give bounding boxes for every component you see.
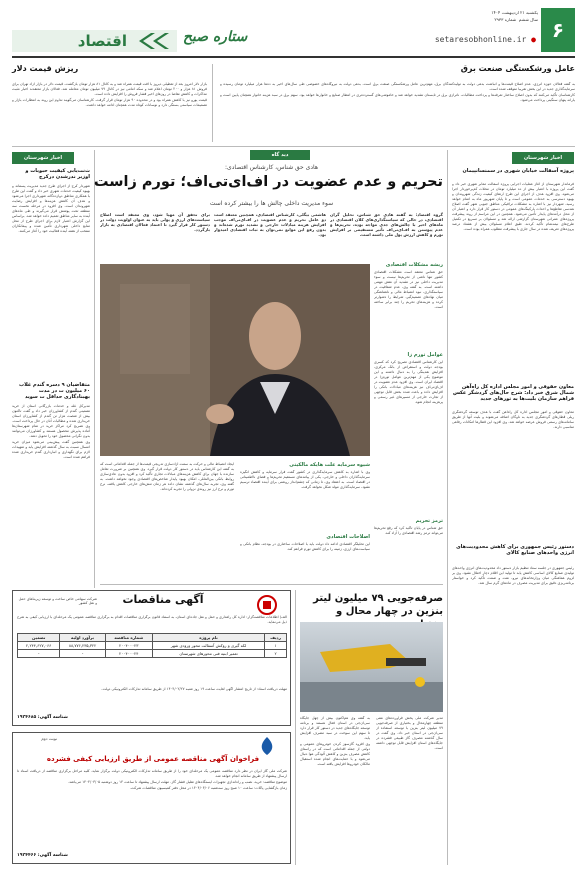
left-body-1: شهردار کرج از اجرای طرح جدید مدیریت پسماند و بهبود کیفیت خدمات شهری خبر داد و گفت این طرح با همکاری مناطق دوازده‌گانه شهرداری اجرا می‌شود و هدف آن کاهش هزینه‌ها و افزایش رضایت شهروندان است. وی افزود در مرحله نخست سه منطقه تحت پوشش قرار می‌گیرند و طی ماه‌های آینده به سایر مناطق تعمیم داده خواهد شد. براساس این گزارش اعتبار لازم برای اجرای طرح از محل منابع داخلی شهرداری تأمین شده و پیمانکاران منتخب از هفته آینده فعالیت خود را آغاز می‌کنند. [12,184,90,233]
table-cell: ۲ [265,650,287,658]
ministry-logo-icon [249,594,285,616]
table-cell: - [60,650,105,658]
gas-company-logo-icon [249,735,285,757]
right-headline-3: دستور رئیس جمهوری برای کاهش محدودیت‌های انرژی واحدهای صنایع کالای [456,544,574,556]
right-body-2: معاون حقوقی و امور مجلس اداره کل راه‌آهن گفت با هدف توسعه گردشگری ریلی قطارهای گردشگری جدید به ناوگان اضافه می‌شوند و بلیت آنها از طریق سامانه‌های رسمی فروش عرضه خواهد شد. وی افزود این قطارها امکانات رفاهی مناسبی دارند. [452,410,574,429]
tender-th-guarantee: تضمین [18,634,60,642]
gas-ad-id: شناسه آگهی: ۱۹۲۴۴۶۶ [17,853,68,858]
tender-th-estimate: برآورد اولیه [60,634,105,642]
feature-lead-mid: هاشمی بیگلی، کارشناس اقتصادی، همچنین معتقد است دو عامل تحریم و عدم عضویت در اف‌ای‌تی‌اف موجب افزایش هزینه مبادلات خارجی و تشدید تورم شده‌اند و بدون رفع این موانع نمی‌توان به ثبات اقتصادی امیدوار بود. [214,212,326,237]
article-body-3: حق شناس در پایان تأکید کرد که رفع تحریم‌ها می‌تواند ترمز رشد اقتصادی را آزاد کند. [374,526,443,535]
tender-th-number: شماره مناقصه [105,634,152,642]
article-subhead-5: اصلاحات اقتصادی [326,534,370,540]
feature-photo [100,264,370,456]
gas-body-2-p1: به گفته وی هم‌اکنون بیش از چهل جایگاه سی‌ان‌جی در استان فعال هستند و برنامه توسعه جایگاه‌های جدید در دستور کار قرار دارد تا سهم این سوخت در سبد مصرف افزایش یابد. [300,716,370,740]
article-subhead-2: عوامل تورم زا [407,352,443,358]
right-headline-1: پروژه آسفالت خیابان شهری در سمنسانپیمان [462,168,574,174]
feature-lead-left: برای تحقق آن مهیا شود، وی معتقد است اصلاح سیاست‌های ارزی و پولی باید به عنوان اولویت دولت در دستور کار قرار گیرد تا اعتماد فعالان اقتصادی به بازار بازگردد. [100,212,210,232]
table-row [18,650,287,658]
header-rule [12,56,575,58]
column-divider [295,590,296,865]
left-box-title: اخبار شهرستان [12,152,74,164]
gas-body-2 [300,716,370,864]
top-left-p2: قیمت یورو نیز با کاهش همراه بود و در محدوده ۹۰ هزار تومان قرار گرفت. کارشناسان می‌گویند تداوم این روند به انتظارات بازار و تصمیمات سیاستی بستگی دارد و نوسانات کوتاه مدت همچنان ادامه خواهد داشت. [12,98,207,107]
tender-ad-id: شناسه آگهی: ۱۹۲۴۶۸۵ [17,715,68,720]
table-cell: ۸۸,۷۷۶,۲۳۵,۳۲۲ [60,642,105,650]
right-box-title: اخبار شهرستان [512,152,574,164]
feature-headline: تحریم و عدم عضویت در اف‌ای‌تی‌اف؛ تورم زاست [93,174,443,190]
tender-ad-note: مهلت دریافت اسناد: از تاریخ انتشار آگهی لغایت ساعت ۱۹ روز شنبه ۱۴۰۴/۰۲/۲۷ از طریق سامانه تدارکات الکترونیکی دولت. [101,687,287,691]
tender-th-project: نام پروژه [152,634,264,642]
tender-th-row: ردیف [265,634,287,642]
gas-headline: صرفه‌جویی ۷۹ میلیون لیتر بنزین در چهار محال و [313,593,443,617]
article-body-5: این تحلیلگر اقتصادی ادامه داد دولت باید با اصلاحات ساختاری در بودجه، نظام بانکی و سیاست‌های ارزی، زمینه را برای کاهش تورم فراهم کند. [240,542,370,551]
issue-line: سال ششم ‌ شماره ۲۹۳۳ [494,17,538,22]
gas-body-1: مدیر شرکت ملی پخش فرآورده‌های نفتی منطقه چهارمحال و بختیاری از صرفه‌جویی ۷۹ میلیون لیتر بنزین با توسعه استفاده از سی‌ان‌جی در استان خبر داد. وی گفت در سال گذشته مصرف گاز طبیعی فشرده در جایگاه‌های استان افزایش قابل توجهی داشته است. [376,716,443,750]
left-body-2 [12,404,90,584]
feature-lead-right: گروه اقتصاد: به گفته هادی حق شناس، تحلیل گران اقتصادی، در حالی که سیاستگذاری‌های کلان اقتصادی در ماه‌های اخیر با چالش‌های جدی مواجه بوده، تحریم‌ها و عدم پیوستن به اف‌ای‌تی‌اف تأثیر مستقیمی بر افزایش تورم و کاهش ارزش پول ملی داشته است. [330,212,443,237]
left-body-2-p1: مدیرکل غله و خدمات بازرگانی استان از خرید تضمینی گندم از کشاورزان خبر داد و گفت تاکنون بیش از شصت هزار تن گندم از کشاورزان استان خریداری شده و مطالبات آنان در حال پرداخت است. وی تصریح کرد مراکز خرید در تمام شهرستان‌ها آماده پذیرش محصول هستند و کشاورزان می‌توانند بدون نگرانی محصول خود را تحویل دهند. [12,404,90,438]
website-link[interactable]: setaresobhonline.ir ● [434,35,536,44]
page-number: ۶ [541,8,575,52]
right-headline-2: معاون حقوقی و امور مجلس اداره کل راه‌آهن شمال شرق خبر داد: شرح حال‌های گردشگر عکس فراهم سازمان بلیت‌ها به تورهای جدید [452,384,574,402]
fuel-nozzle-photo [300,622,443,712]
column-divider [447,150,448,865]
table-row [18,642,287,650]
top-left-headline: ریزش قیمت دلار [12,64,79,73]
article-body-6: ایجاد انضباط مالی و حرکت به سمت آزادسازی تدریجی قیمت‌ها از جمله اقداماتی است که به گفته این کارشناس باید در دستور کار دولت قرار گیرد. وی همچنین بر ضرورت تعامل سازنده با جهان برای کاهش هزینه‌های مبادلات تجاری تأکید کرد و افزود بدون عادی‌سازی روابط بانکی بین‌المللی، امکان بهبود پایدار شاخص‌های اقتصادی وجود نخواهد داشت. به گفته وی، تجربه سال‌های گذشته نشان داده هر زمان تنش‌های خارجی کاهش یافته، نرخ تورم و نرخ ارز نیز روندی نزولی را تجربه کرده‌اند. [100,462,234,491]
column-divider [212,64,213,142]
gas-ad-p2: موضوع مناقصه: خرید، نصب و راه‌اندازی تجهیزات ایستگاه‌های تقلیل فشار گاز. مهلت ارسال پیشنهاد تا ساعت ۱۴ روز دوشنبه ۱۴۰۴/۰۳/۰۵ می‌باشد. [68,780,287,784]
feature-subtitle: سوء مدیریت داخلی چالش ها را بیشتر کرده است [209,200,334,207]
divider-line [100,584,443,585]
tender-table [17,633,287,658]
gas-body-2-p2: وی افزود گازسوز کردن خودروهای عمومی و دولتی از جمله اقداماتی است که در راستای کاهش مصرف بنزین و کاهش آلودگی هوا دنبال می‌شود و با حمایت‌های انجام شده استقبال مالکان خودروها افزایش یافته است. [300,742,370,766]
feature-kicker: دید گاه [250,150,310,160]
article-body-2: این کارشناس اقتصادی تصریح کرد که کسری بودجه دولت و استقراض از بانک مرکزی، افزایش نقدینگی را به دنبال داشته و این موضوع یکی از مهم‌ترین عوامل تورم‌زا در اقتصاد ایران است. وی افزود عدم عضویت در اف‌ای‌تی‌اف نیز هزینه‌های مبادلات بانکی را افزایش داده و باعث شده بخش قابل توجهی از تجارت خارجی از مسیرهای غیر رسمی و پرهزینه انجام شود. [374,360,443,404]
right-body-1: فرماندار شهرستان از آغاز عملیات اجرایی پروژه آسفالت معابر شهری خبر داد و گفت این پروژه با اعتبار بیش از ده میلیارد تومان در محلات کم‌برخوردار اجرا می‌شود. وی افزود هدف از اجرای این طرح ارتقای کیفیت زندگی شهروندان و بهبود دسترسی به خدمات عمومی است و تا پایان شهریور ماه به اتمام خواهد رسید. شهردار نیز با اشاره به مشکلات ترافیکی مناطق جنوبی شهر گفت اصلاح هندسی تقاطع‌ها و احداث پارکینگ‌های عمومی در دستور کار قرار دارد و اعتبار آن از محل درآمدهای پایدار تأمین می‌شود. همچنین در این مراسم از روند پیشرفت پروژه‌های عمرانی شهرستان گزارشی ارائه شد و مسئولان بر تسریع در تکمیل طرح‌های نیمه‌تمام تأکید کردند. طبق اعلام مسئولان بیش از هشتاد درصد پروژه‌های تعریف شده در سال جاری با پیشرفت مطلوب همراه بوده است. [452,182,574,231]
newspaper-logo: ستاره صبح [182,29,248,45]
table-cell: - [18,650,60,658]
top-right-body [220,82,575,140]
top-right-headline: عامل ورشکستگی صنعت برق [460,64,575,73]
article-subhead-3: ترمز تحریم [415,518,443,524]
left-body-2-p2: وی همچنین گفت پیش‌بینی می‌شود میزان خرید امسال نسبت به سال گذشته افزایش یابد و تمهیدات لازم برای نگهداری و انبارداری گندم خریداری شده فراهم شده است. [12,440,90,459]
top-left-p1: بازار دلار امروز بعد از تعطیلی دیروز با افت قیمت همراه شد و به کانال ۸۱ هزار تومان بازگشت. قیمت دلار در بازار آزاد تهران برای فروش ۸۱ هزار و ۲۰۰ تومان اعلام شد و سکه امامی نیز در کانال ۷۹ میلیون تومان معامله شد. فعالان بازار معتقدند اخبار مثبت مذاکرات و کاهش تقاضا در روزهای اخیر فشار فروش را افزایش داده است. [12,82,207,96]
divider-line [12,146,575,147]
left-headline-1: ث‌نت‌یابی کیفیت حبوبات و اوزیر ندرشدن درکرج [25,168,90,180]
article-body-4: وی با اشاره به کاهش سرمایه‌گذاری در کشور گفت فرار سرمایه و کاهش انگیزه سرمایه‌گذاران داخلی و خارجی، یکی از پیامدهای مستقیم تحریم‌ها و فضای نااطمینانی در اقتصاد است. به اعتقاد وی، تا زمانی که چشم‌انداز روشنی برای آینده اقتصاد ترسیم نشود، سرمایه‌گذاری مولد شکل نخواهد گرفت. [240,470,370,489]
gas-ad-title: فراخوان آگهی مناقصه عمومی از طریق ارزیابی کیفی فشرده [46,755,260,763]
feature-rotitr: هادی حق شناس، کارشناس اقتصادی: [225,164,318,171]
top-right-p2: کارشناسان تأکید می‌کنند که بدون اصلاح ساختار تعرفه‌ها و پرداخت مطالبات، ناترازی برق در تابستان تشدید خواهد شد و خاموشی‌های گسترده‌تری در انتظار صنایع و خانوارها خواهد بود. سهم برق در سبد هزینه خانوار همچنان پایین است و یارانه پنهان سنگینی پرداخت می‌شود. [220,93,575,102]
fuel-nozzle-icon [300,622,443,712]
left-headline-2: متقاضیان ۹ ‌دسره گندم‌ غلاب ۶۰ میلیون‌ ت‌ در مدت بهبنادگاری حداقل ت‌ سوید [19,382,90,400]
table-cell: ۱ [265,642,287,650]
article-subhead-4: شیوه سرمایه علت هایکه مالکیتی [289,462,370,468]
tender-ad-intro: الف) اطلاعات مناقصه‌گزار: اداره کل راهداری و حمل و نقل جاده‌ای استان، به استناد قانون برگزاری مناقصات اقدام به برگزاری مناقصه عمومی یک مرحله‌ای با ارزیابی کیفی به شرح ذیل می‌نماید. [17,615,287,624]
gas-tender-ad-box [12,732,291,864]
date-line: یکشنبه ۲۱ اردیبهشت ۱۴۰۴ [491,10,538,15]
gas-ad-body [17,769,287,849]
tender-ad-org: شرکت سهامی خاص ساخت و توسعه زیربناهای حمل و نقل کشور [18,597,97,605]
top-right-p1: به گفته فعالان حوزه انرژی، عدم اصلاح قیمت‌ها و انباشت بدهی دولت به تولیدکنندگان برق، مهم‌ترین عامل ورشکستگی صنعت برق است. بدهی دولت به نیروگاه‌های خصوصی طی سال‌های اخیر به ده‌ها هزار میلیارد تومان رسیده و سرمایه‌گذاری جدید در این بخش تقریبا متوقف شده است. [220,82,575,91]
section-label: اقتصاد [77,32,127,50]
article-body-1: حق شناس معتقد است مشکلات اقتصادی کشور تنها ناشی از تحریم‌ها نیست و سوء مدیریت داخلی نیز در تشدید آن نقش مهمی داشته است. به گفته وی، عدم شفافیت در سیاستگذاری، نبود انضباط مالی و ناهماهنگی میان نهادهای تصمیم‌گیر، شرایط را دشوارتر کرده و هزینه‌های تحریم را چند برابر ساخته است. [374,270,443,309]
gas-ad-p1: شرکت ملی گاز ایران در نظر دارد مناقصه عمومی یک مرحله‌ای خود را از طریق سامانه تدارکات الکترونیکی دولت برگزار نماید. کلیه مراحل برگزاری مناقصه از دریافت اسناد تا ارسال پیشنهاد از طریق سامانه انجام خواهد شد. [17,769,287,778]
table-cell: ۲۰۰۴۰۰۰۲۳ [105,642,152,650]
right-body-3: رئیس جمهوری در جلسه ستاد تنظیم بازار دستور داد محدودیت‌های انرژی واحدهای تولیدی صنایع کالای اساسی کاهش یابد تا تولید این اقلام دچار اختلال نشود. وی بر لزوم هماهنگی میان وزارتخانه‌های نیرو، نفت و صمت تأکید کرد و خواستار برنامه‌ریزی دقیق برای مدیریت مصرف در ماه‌های گرم سال شد. [452,566,574,585]
column-divider [94,150,95,588]
tender-ad-title: آگهی مناقصات [122,593,204,606]
top-left-body [12,82,207,140]
gas-ad-p3: زمان بازگشایی پاکات: ساعت ۱۰ صبح روز سه‌شنبه ۱۴۰۴/۰۳/۰۶ در محل دفتر کمیسیون مناقصات شرکت. [129,786,287,790]
portrait-illustration [100,264,370,456]
tender-ad-box [12,590,291,726]
table-cell: ۲۰۰۴۰۰۰۲۴ [105,650,152,658]
table-cell: لکه گیری و روکش آسفالت محور ورودی شهر [152,642,264,650]
chevron-left-icon [135,33,171,49]
gas-ad-round: نوبت دوم [41,736,57,741]
article-subhead-1: ریشه مشکلات اقتصادی [385,262,443,268]
table-cell: تعمیر ابنیه فنی محورهای شهرستان [152,650,264,658]
table-cell: ۲,۲۴۴,۶۲۷,۰۶۶ [18,642,60,650]
